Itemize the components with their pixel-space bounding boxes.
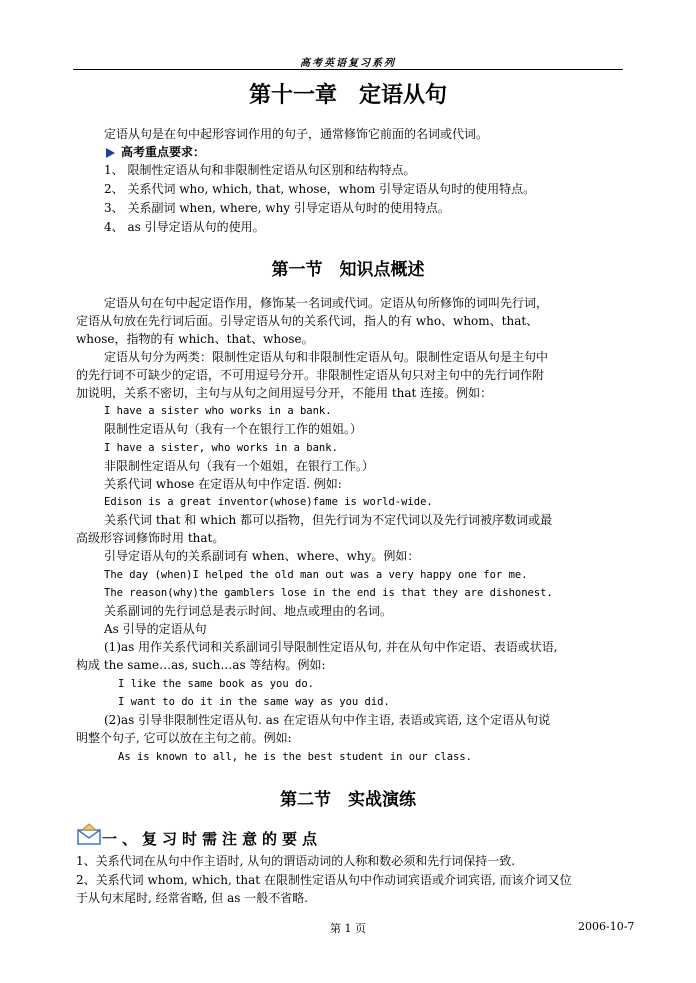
example-sentence: I have a sister who works in a bank. [104,405,332,417]
key-point-item: 2、 关系代词 who, which, that, whose，whom 引导定语从句时的使用特点。 [104,182,536,196]
body-line: 1、关系代词在从句中作主语时, 从句的谓语动词的人称和数必须和先行词保持一致. [76,854,516,868]
body-line: 2、关系代词 whom, which, that 在限制性定语从句中作动词宾语或介词宾语, 而该介词又位 [76,873,572,887]
section2-title: 第二节 实战演练 [280,790,416,810]
body-line: 定语从句放在先行词后面。引导定语从句的关系代词，指人的有 who、whom、that、 [76,314,539,328]
key-points-title [106,144,205,160]
running-header: 高考英语复习系列 [300,58,396,69]
body-line: 于从句末尾时, 经常省略, 但 as 一般不省略. [76,891,309,905]
body-line: whose，指物的有 which、that、whose。 [76,332,314,346]
example-sentence: The reason(why)the gamblers lose in the end is that they are dishonest. [104,587,553,599]
body-line: (1)as 用作关系代词和关系副词引导限制性定语从句, 并在从句中作定语、表语或状语, [104,640,558,654]
body-line: 关系代词 that 和 which 都可以指物，但先行词为不定代词以及先行词被序数词或最 [104,513,553,527]
body-line: 关系副词的先行词总是表示时间、地点或理由的名词。 [104,604,393,618]
subheading: 一、复习时需注意的要点 [102,830,323,848]
body-line: 限制性定语从句（我有一个在银行工作的姐姐。） [104,422,363,436]
example-sentence: I have a sister, who works in a bank. [104,442,338,454]
body-line: 明整个句子, 它可以放在主句之前。例如: [76,731,292,745]
body-line: 定语从句在句中起定语作用，修饰某一名词或代词。定语从句所修饰的词叫先行词， [104,296,549,310]
body-line: 关系代词 whose 在定语从句中作定语. 例如: [104,477,342,491]
example-sentence: I like the same book as you do. [118,678,314,690]
section1-title: 第一节 知识点概述 [271,260,425,280]
example-sentence: The day (when)I helped the old man out was a very happy one for me. [104,569,528,581]
example-sentence: I want to do it in the same way as you did. [118,696,390,708]
key-point-item: 1、 限制性定语从句和非限制性定语从句区别和结构特点。 [104,163,416,177]
intro-text: 定语从句是在句中起形容词作用的句子，通常修饰它前面的名词或代词。 [104,127,489,141]
triangle-bullet-icon [106,148,115,158]
header-rule [73,69,623,70]
page-number: 第 1 页 [330,922,366,935]
body-line: (2)as 引导非限制性定语从句. as 在定语从句中作主语, 表语或宾语, 这个定语从句说 [104,713,551,727]
body-line: 高级形容词修饰时用 that。 [76,531,225,545]
body-line: 引导定语从句的关系副词有 when、where、why。例如： [104,549,420,563]
body-line: 的先行词不可缺少的定语，不可用逗号分开。非限制性定语从句只对主句中的先行词作附 [76,368,545,382]
body-line: As 引导的定语从句 [104,622,207,636]
key-point-item: 4、 as 引导定语从句的使用。 [104,220,265,234]
key-point-item: 3、 关系副词 when, where, why 引导定语从句时的使用特点。 [104,201,450,215]
body-line: 定语从句分为两类：限制性定语从句和非限制性定语从句。限制性定语从句是主句中 [104,350,549,364]
example-sentence: As is known to all, he is the best student in our class. [118,751,473,763]
envelope-icon [76,822,102,850]
body-line: 非限制性定语从句（我有一个姐姐，在银行工作。） [104,459,375,473]
example-sentence: Edison is a great inventor(whose)fame is world-wide. [104,496,433,508]
key-points-label: 高考重点要求： [121,145,206,159]
body-line: 构成 the same…as, such…as 等结构。例如: [76,658,326,672]
date-stamp: 2006-10-7 [578,920,635,933]
body-line: 加说明，关系不密切，主句与从句之间用逗号分开，不能用 that 连接。例如： [76,386,493,400]
chapter-title: 第十一章 定语从句 [248,83,447,108]
